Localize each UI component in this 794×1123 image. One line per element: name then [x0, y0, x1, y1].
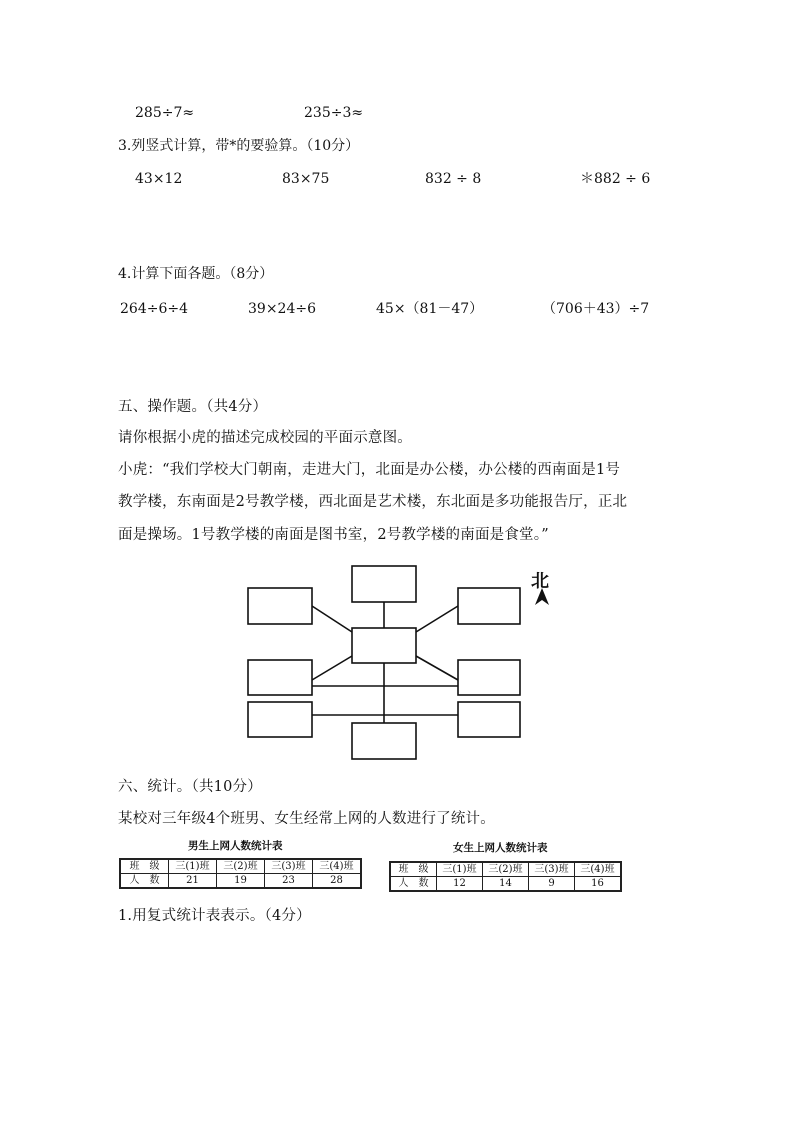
q3-item-2: 83×75: [282, 171, 330, 187]
boys-data-cell: 人 数: [120, 874, 169, 889]
boys-header-cell: 三(3)班: [265, 859, 313, 874]
estimate-2: 235÷3≈: [304, 105, 364, 121]
north-label: 北: [531, 571, 549, 592]
boys-data-cell: 23: [265, 874, 313, 889]
section5-desc-line-1: 小虎：“我们学校大门朝南，走进大门，北面是办公楼，办公楼的西南面是1号: [118, 462, 621, 478]
girls-header-cell: 班 级: [390, 862, 437, 877]
section6-q1: 1.用复式统计表表示。（4分）: [118, 908, 311, 924]
boys-table-header-row: [120, 859, 361, 874]
girls-data-cell: 12: [437, 877, 483, 892]
girls-table: [389, 861, 622, 892]
connector-office-building1: [312, 656, 352, 680]
girls-table-title: 女生上网人数统计表: [453, 842, 548, 854]
q4-item-3: 45×（81－47）: [376, 301, 484, 317]
girls-header-cell: 三(2)班: [483, 862, 529, 877]
section6-title: 六、统计。（共10分）: [118, 779, 262, 795]
girls-header-cell: 三(1)班: [437, 862, 483, 877]
boys-header-cell: 三(4)班: [313, 859, 362, 874]
box-south-gate: [352, 723, 416, 759]
connector-artbuilding-office: [312, 606, 352, 632]
boys-data-cell: 28: [313, 874, 362, 889]
section5-desc-line-2: 教学楼，东南面是2号教学楼，西北面是艺术楼，东北面是多功能报告厅，正北: [118, 494, 628, 510]
section6-intro: 某校对三年级4个班男、女生经常上网的人数进行了统计。: [118, 811, 495, 827]
box-southeast: [458, 660, 520, 695]
estimate-1: 285÷7≈: [135, 105, 195, 121]
boys-table-title: 男生上网人数统计表: [188, 840, 283, 852]
boys-table-data-row: [120, 874, 361, 889]
section5-desc-line-3: 面是操场。1号教学楼的南面是图书室，2号教学楼的南面是食堂。”: [118, 527, 549, 543]
q3-title: 3.列竖式计算，带*的要验算。（10分）: [118, 138, 360, 154]
q3-item-1: 43×12: [135, 171, 183, 187]
girls-data-cell: 人 数: [390, 877, 437, 892]
q3-item-3: 832 ÷ 8: [425, 171, 482, 187]
girls-header-cell: 三(4)班: [575, 862, 622, 877]
q4-item-4: （706＋43）÷7: [542, 301, 650, 317]
boys-data-cell: 19: [217, 874, 265, 889]
girls-data-cell: 9: [529, 877, 575, 892]
girls-data-cell: 16: [575, 877, 622, 892]
q4-item-1: 264÷6÷4: [120, 301, 188, 317]
girls-header-cell: 三(3)班: [529, 862, 575, 877]
section5-title: 五、操作题。（共4分）: [118, 399, 268, 415]
q3-item-4: ＊882 ÷ 6: [580, 171, 651, 187]
boys-data-cell: 21: [169, 874, 217, 889]
q4-title: 4.计算下面各题。（8分）: [118, 266, 274, 282]
boys-header-cell: 三(1)班: [169, 859, 217, 874]
connector-hall-office: [416, 606, 458, 632]
boys-table: [119, 858, 362, 889]
box-center-office: [352, 628, 416, 663]
q4-item-2: 39×24÷6: [248, 301, 316, 317]
girls-table-data-row: [390, 877, 621, 892]
girls-table-header-row: [390, 862, 621, 877]
box-southwest: [248, 660, 312, 695]
connector-office-building2: [416, 656, 458, 680]
section5-instruction: 请你根据小虎的描述完成校园的平面示意图。: [118, 430, 412, 446]
box-northeast: [458, 588, 520, 624]
box-north-playground: [352, 566, 416, 602]
box-northwest: [248, 588, 312, 624]
boys-header-cell: 三(2)班: [217, 859, 265, 874]
box-southwest-lower: [248, 702, 312, 737]
girls-data-cell: 14: [483, 877, 529, 892]
box-southeast-lower: [458, 702, 520, 737]
boys-header-cell: 班 级: [120, 859, 169, 874]
